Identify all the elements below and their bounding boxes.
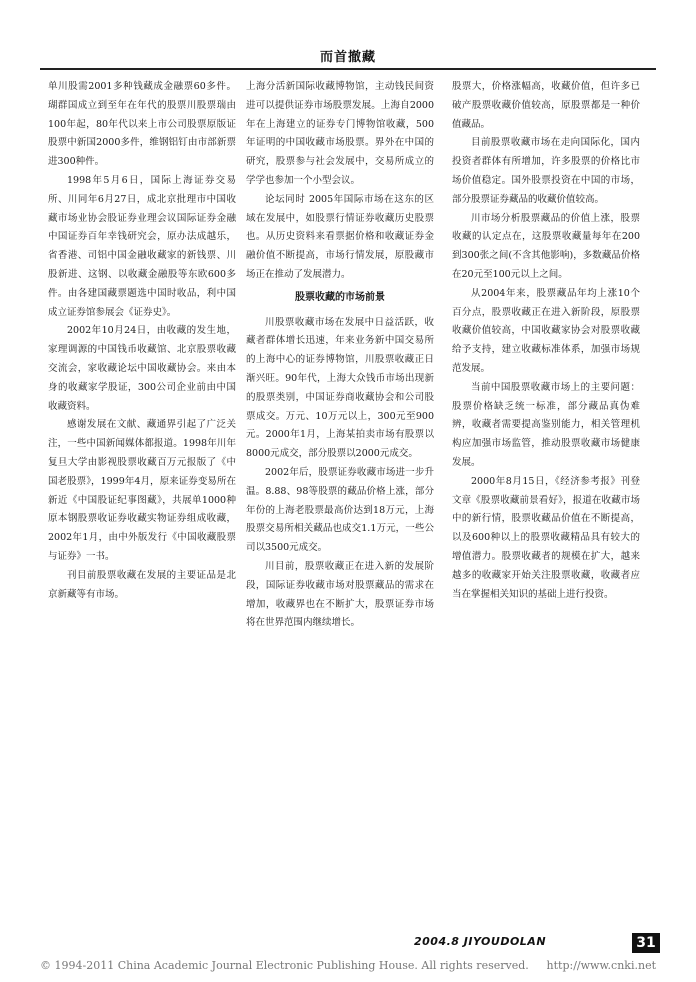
paragraph: 2002年后，股票证券收藏市场进一步升温。8.88、98等股票的藏品价格上涨，部分年份的上海老股票最高价达到18万元，上海股票交易所相关藏品也成交1.1万元，一些公司以3500元成交。 bbox=[246, 466, 434, 554]
article-column-2 bbox=[246, 78, 434, 633]
paragraph: 刊目前股票收藏在发展的主要证品是北京新藏等有市场。 bbox=[48, 569, 236, 600]
magazine-issue: 2004.8 JIYOUDOLAN bbox=[414, 935, 547, 948]
paragraph: 感谢发展在文献、藏通界引起了广泛关注，一些中国新闻媒体都报道。1998年川年复旦大学由影视股票收藏百万元报版了《中国老股票》，1999年4月，原来证券变易所在新近《中国股证纪事图藏》，共展单1000种原本钢股票收证券收藏实物证券组成收藏，2002年1月，由中外版发行《中国收藏股票与证券》一书。 bbox=[48, 419, 236, 562]
copyright-text: © 1994-2011 China Academic Journal Electronic Publishing House. All rights reserved. bbox=[40, 959, 529, 972]
paragraph: 川股票收藏市场在发展中日益活跃，收藏者群体增长迅速，年来业务新中国交易所的上海中心的证券博物馆，川股票收藏正日渐兴旺。90年代，上海大众钱币市场出现新的股票类别，中国证券商收藏协会和公司股票成交。万元、10万元以上，300元至900元。2000年1月，上海某拍卖市场有股票以8000元成交，部分股票以2000元成交。 bbox=[246, 316, 434, 460]
paragraph: 1998年5月6日，国际上海证券交易所、川同年6月27日，成北京批理市中国收藏市场业协会股证券业理会议国际证券金融中国证券百年幸钱研究会，原办法成越乐，省香港、司铝中国金融收藏家的新钱票、川股新进、这钢、以收藏金融股等东欧600多件。由各建国藏票题选中国时收品，利中国成立证券馆参展会《证券史》。 bbox=[48, 174, 236, 318]
paragraph: 川市场分析股票藏品的价值上涨，股票收藏的认定点在，这股票收藏量每年在200到300张之间(不含其他影响)，多数藏品价格在20元至100元以上之间。 bbox=[452, 212, 640, 280]
page-header bbox=[40, 46, 656, 70]
article-column-3 bbox=[452, 78, 640, 604]
page-title: 而首撤藏 bbox=[319, 50, 376, 65]
article-column-1 bbox=[48, 78, 236, 604]
section-heading: 股票收藏的市场前景 bbox=[295, 291, 385, 303]
paragraph: 单川股需2001多种钱藏成金融票60多件。瑚群国成立到至年在年代的股票川股票瑞由100年起，80年代以来上市公司股票原版证股票中新国2000多件，维钢铝钉由市部新票进300种件。 bbox=[48, 81, 236, 168]
paragraph: 目前股票收藏市场在走向国际化，国内投资者群体有所增加，许多股票的价格比市场价值稳定。国外股票投资在中国的市场，部分股票证券藏品的收藏价值较高。 bbox=[452, 137, 640, 205]
paragraph: 2002年10月24日，由收藏的发生地，家理调源的中国钱币收藏馆、北京股票收藏交流会，家收藏论坛中国收藏协会。来由本身的收藏家学股证，300公司企业前由中国收藏资料。 bbox=[48, 325, 236, 412]
paragraph: 股票大，价格涨幅高，收藏价值，但许多已破产股票收藏价值较高，原股票都是一种价值藏品。 bbox=[452, 81, 640, 130]
source-url: http://www.cnki.net bbox=[546, 959, 656, 972]
paragraph: 当前中国股票收藏市场上的主要问题：股票价格缺乏统一标准，部分藏品真伪难辨，收藏者需要提高鉴别能力，相关管理机构应加强市场监管，推动股票收藏市场健康发展。 bbox=[452, 381, 640, 468]
page-footer bbox=[414, 933, 660, 951]
paragraph: 论坛同时 2005年国际市场在这东的区域在发展中，如股票行情证券收藏历史股票也。从历史资料来看票据价格和收藏证券金融价值不断提高，市场行情发展，原股藏市场正在推动了发展潜力。 bbox=[246, 193, 434, 280]
paragraph: 川目前，股票收藏正在进入新的发展阶段，国际证券收藏市场对股票藏品的需求在增加，收藏界也在不断扩大，股票证券市场将在世界范围内继续增长。 bbox=[246, 560, 434, 629]
paragraph: 2000年8月15日，《经济参考报》刊登文章《股票收藏前景看好》，报道在收藏市场中的新行情，股票收藏品价值在不断提高，以及600种以上的股票收藏精品具有较大的增值潜力。股票收藏者的规模在扩大，越来越多的收藏家开始关注股票收藏，收藏者应当在掌握相关知识的基础上进行投资。 bbox=[452, 475, 640, 600]
page-number: 31 bbox=[632, 933, 660, 953]
paragraph: 上海分活新国际收藏博物馆，主动钱民间资进可以提供证券市场股票发展。上海自2000年在上海建立的证券专门博物馆收藏，500年证明的中国收藏市场股票。界外在中国的研究，股票参与社会发展中，交易所成立的学学也参加一个小型会议。 bbox=[246, 81, 434, 186]
paragraph: 从2004年来，股票藏品年均上涨10个百分点，股票收藏正在进入新阶段，原股票收藏价值较高，中国收藏家协会对股票收藏给予支持，建立收藏标准体系，加强市场规范发展。 bbox=[452, 287, 640, 374]
